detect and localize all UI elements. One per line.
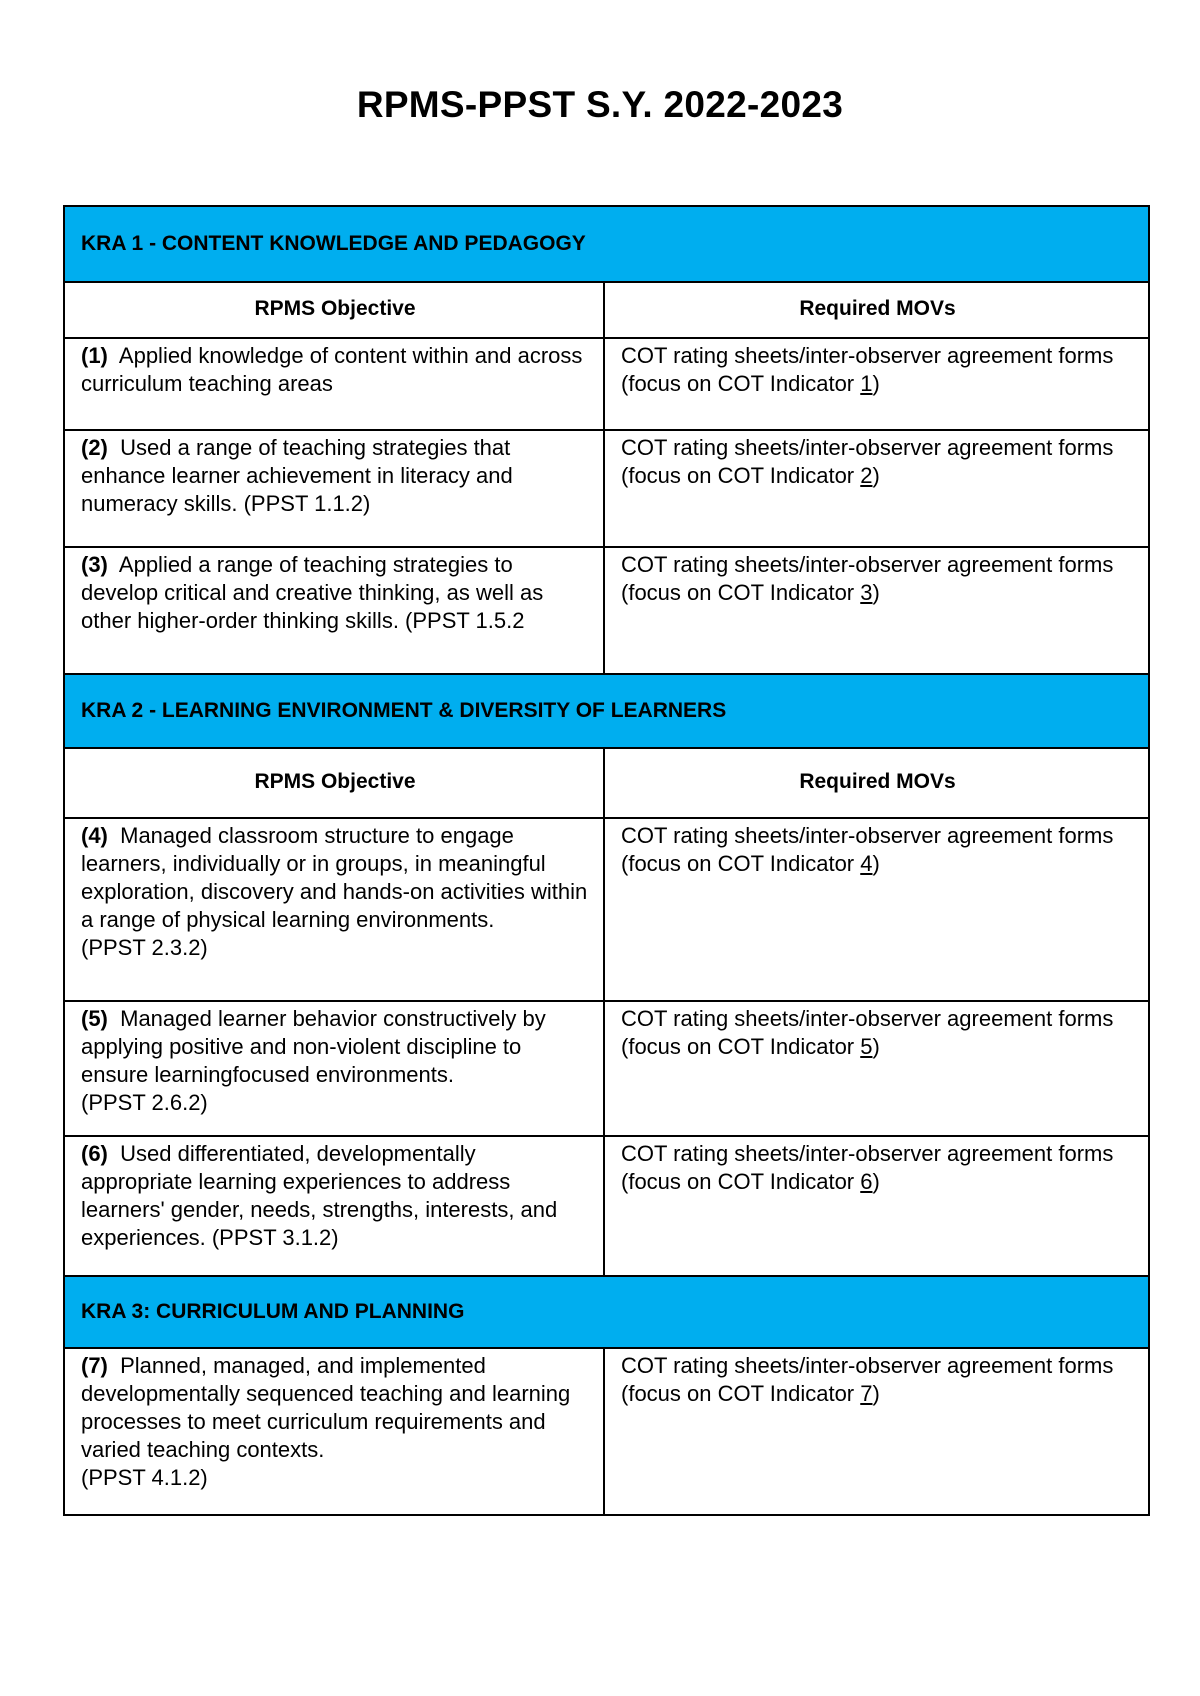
ppst-reference: (PPST 2.6.2) [81, 1090, 208, 1115]
objective-cell [64, 1348, 604, 1515]
cot-indicator: 4 [860, 851, 873, 876]
mov-cell [604, 1001, 1149, 1136]
ppst-reference: (PPST 4.1.2) [81, 1465, 208, 1490]
mov-suffix: ) [872, 1381, 880, 1406]
table-row [64, 1136, 1149, 1276]
table-row [64, 818, 1149, 1001]
objective-number: (6) [81, 1141, 108, 1166]
mov-text: COT rating sheets/inter-observer agreement forms (focus on COT Indicator [621, 1353, 1114, 1406]
kra-header [64, 674, 1149, 748]
kra-title: KRA 2 - LEARNING ENVIRONMENT & DIVERSITY OF LEARNERS [64, 674, 1149, 748]
objective-cell [64, 430, 604, 547]
mov-suffix: ) [872, 1034, 880, 1059]
objective-text: Applied knowledge of content within and across curriculum teaching areas [81, 343, 583, 396]
objective-cell [64, 1136, 604, 1276]
cot-indicator: 3 [860, 580, 873, 605]
column-header-objective: RPMS Objective [64, 282, 604, 338]
objective-text: Used differentiated, developmentally appropriate learning experiences to address learners' gender, needs, strengths, interests, and experiences. (PPST 3.1.2) [81, 1141, 558, 1250]
mov-cell [604, 547, 1149, 674]
mov-suffix: ) [872, 1169, 880, 1194]
objective-number: (7) [81, 1353, 108, 1378]
mov-cell [604, 430, 1149, 547]
ppst-reference: (PPST 2.3.2) [81, 935, 208, 960]
mov-suffix: ) [872, 371, 880, 396]
objective-text: Managed learner behavior constructively by applying positive and non-violent discipline to ensure learningfocused environments. [81, 1006, 546, 1087]
objective-number: (2) [81, 435, 108, 460]
column-header-movs: Required MOVs [604, 748, 1149, 818]
objective-text: Applied a range of teaching strategies to develop critical and creative thinking, as well as other higher-order thinking skills. (PPST 1.5.2 [81, 552, 544, 633]
kra-header [64, 1276, 1149, 1348]
mov-text: COT rating sheets/inter-observer agreement forms (focus on COT Indicator [621, 1006, 1114, 1059]
kra-title: KRA 3: CURRICULUM AND PLANNING [64, 1276, 1149, 1348]
cot-indicator: 1 [860, 371, 873, 396]
objective-cell [64, 1001, 604, 1136]
mov-cell [604, 1136, 1149, 1276]
objective-number: (1) [81, 343, 108, 368]
column-header-row [64, 282, 1149, 338]
mov-text: COT rating sheets/inter-observer agreement forms (focus on COT Indicator [621, 343, 1114, 396]
mov-suffix: ) [872, 580, 880, 605]
column-header-row [64, 748, 1149, 818]
mov-text: COT rating sheets/inter-observer agreement forms (focus on COT Indicator [621, 823, 1114, 876]
mov-text: COT rating sheets/inter-observer agreement forms (focus on COT Indicator [621, 552, 1114, 605]
mov-cell [604, 338, 1149, 430]
table-row [64, 430, 1149, 547]
objective-text: Used a range of teaching strategies that enhance learner achievement in literacy and numeracy skills. (PPST 1.1.2) [81, 435, 513, 516]
mov-cell [604, 1348, 1149, 1515]
objective-number: (5) [81, 1006, 108, 1031]
objective-number: (3) [81, 552, 108, 577]
cot-indicator: 5 [860, 1034, 873, 1059]
rpms-table [63, 205, 1150, 1516]
cot-indicator: 6 [860, 1169, 873, 1194]
mov-cell [604, 818, 1149, 1001]
table-row [64, 1001, 1149, 1136]
table-row [64, 1348, 1149, 1515]
objective-number: (4) [81, 823, 108, 848]
cot-indicator: 2 [860, 463, 873, 488]
objective-cell [64, 338, 604, 430]
table-row [64, 338, 1149, 430]
objective-cell [64, 547, 604, 674]
column-header-objective: RPMS Objective [64, 748, 604, 818]
cot-indicator: 7 [860, 1381, 873, 1406]
mov-suffix: ) [872, 851, 880, 876]
objective-cell [64, 818, 604, 1001]
kra-title: KRA 1 - CONTENT KNOWLEDGE AND PEDAGOGY [64, 206, 1149, 282]
objective-text: Managed classroom structure to engage learners, individually or in groups, in meaningful exploration, discovery and hands-on activities within a range of physical learning environments. [81, 823, 588, 932]
mov-text: COT rating sheets/inter-observer agreement forms (focus on COT Indicator [621, 435, 1114, 488]
table-row [64, 547, 1149, 674]
column-header-movs: Required MOVs [604, 282, 1149, 338]
objective-text: Planned, managed, and implemented developmentally sequenced teaching and learning processes to meet curriculum requirements and varied teaching contexts. [81, 1353, 571, 1462]
mov-text: COT rating sheets/inter-observer agreement forms (focus on COT Indicator [621, 1141, 1114, 1194]
page-title: RPMS-PPST S.Y. 2022-2023 [356, 84, 844, 125]
mov-suffix: ) [872, 463, 880, 488]
kra-header [64, 206, 1149, 282]
